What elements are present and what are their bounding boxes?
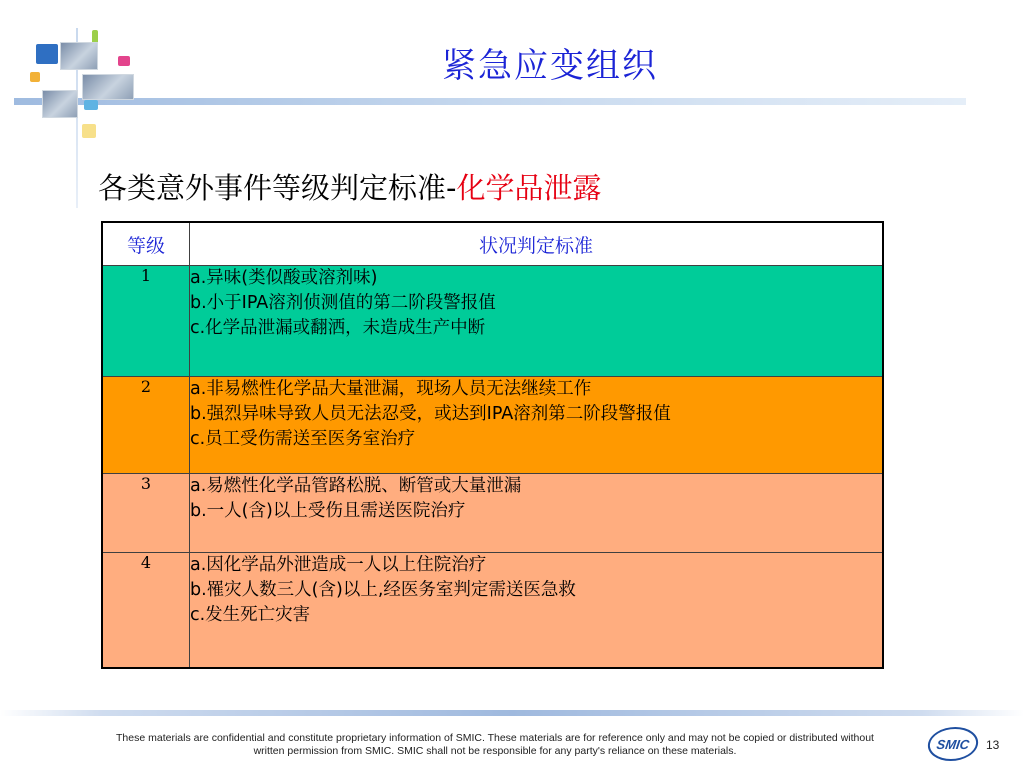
- level-cell: 4: [102, 553, 190, 669]
- header-criteria: 状况判定标准: [190, 222, 884, 266]
- section-subtitle: [98, 166, 601, 207]
- level-cell: 2: [102, 377, 190, 474]
- criteria-line: a.因化学品外泄造成一人以上住院治疗: [190, 555, 487, 575]
- criteria-line: b.小于IPA溶剂侦测值的第二阶段警报值: [190, 293, 496, 313]
- table-row: [102, 266, 883, 377]
- criteria-line: a.易燃性化学品管路松脱、断管或大量泄漏: [190, 476, 522, 496]
- subtitle-main: 各类意外事件等级判定标准-: [98, 171, 457, 205]
- criteria-cell: [190, 266, 884, 377]
- footer-divider: [0, 710, 1024, 716]
- page-number: 13: [986, 738, 1000, 752]
- criteria-line: c.员工受伤需送至医务室治疗: [190, 429, 416, 449]
- criteria-line: b.强烈异味导致人员无法忍受，或达到IPA溶剂第二阶段警报值: [190, 404, 671, 424]
- criteria-table: [101, 221, 884, 669]
- confidentiality-notice: [70, 732, 920, 758]
- header-level: 等级: [102, 222, 190, 266]
- criteria-cell: [190, 474, 884, 553]
- criteria-cell: [190, 553, 884, 669]
- page-title: 紧急应变组织: [442, 46, 658, 86]
- level-cell: 1: [102, 266, 190, 377]
- criteria-line: b.罹灾人数三人(含)以上,经医务室判定需送医急救: [190, 580, 576, 600]
- smic-logo: SMIC: [926, 727, 981, 761]
- notice-line: written permission from SMIC. SMIC shall not be responsible for any party's reliance on these materials.: [253, 745, 737, 757]
- table-header-row: [102, 222, 883, 266]
- header-divider: [14, 98, 966, 105]
- subtitle-highlight: 化学品泄露: [456, 171, 602, 205]
- criteria-line: a.异味(类似酸或溶剂味): [190, 268, 378, 288]
- criteria-line: c.发生死亡灾害: [190, 605, 311, 625]
- criteria-cell: [190, 377, 884, 474]
- table-row: [102, 377, 883, 474]
- criteria-line: b.一人(含)以上受伤且需送医院治疗: [190, 501, 466, 521]
- notice-line: These materials are confidential and constitute proprietary information of SMIC. These materials are for reference only and may not be copied or distributed without: [116, 732, 874, 744]
- level-cell: 3: [102, 474, 190, 553]
- table-row: [102, 553, 883, 669]
- criteria-line: c.化学品泄漏或翻洒，未造成生产中断: [190, 318, 486, 338]
- table-row: [102, 474, 883, 553]
- criteria-line: a.非易燃性化学品大量泄漏，现场人员无法继续工作: [190, 379, 592, 399]
